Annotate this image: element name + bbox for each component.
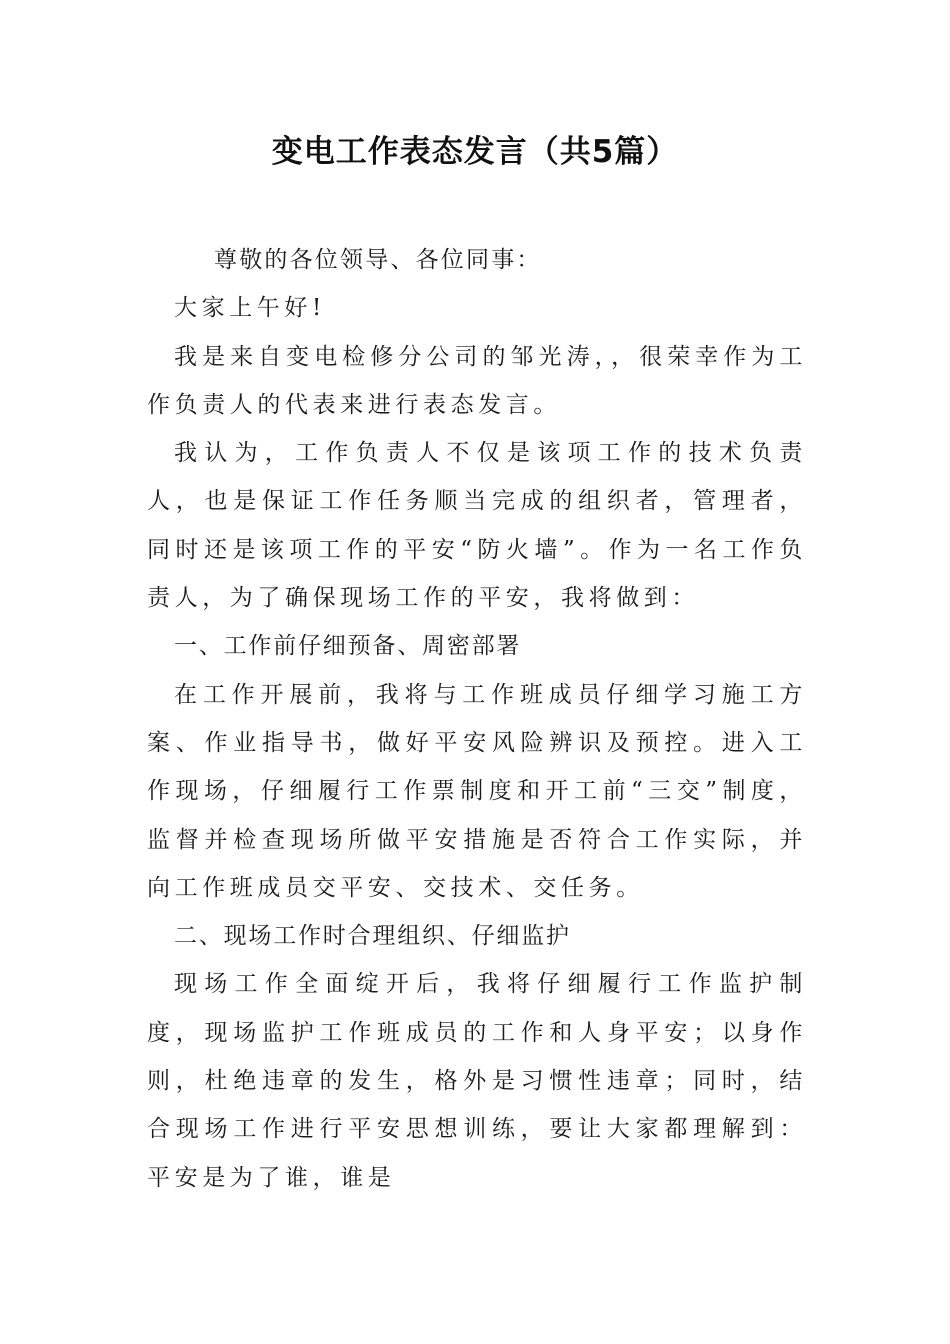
document-body <box>147 236 807 1202</box>
section-body-2: 现场工作全面绽开后，我将仔细履行工作监护制度，现场监护工作班成员的工作和人身平安；以身作则，杜绝违章的发生，格外是习惯性违章；同时，结合现场工作进行平安思想训练，要让大家都理解到：平安是为了谁，谁是 <box>147 971 807 1191</box>
section-heading-1: 一、工作前仔细预备、周密部署 <box>174 633 522 660</box>
greeting: 大家上午好! <box>174 295 326 322</box>
section-body-1: 在工作开展前，我将与工作班成员仔细学习施工方案、作业指导书，做好平安风险辨识及预控。进入工作现场，仔细履行工作票制度和开工前“三交”制度，监督并检查现场所做平安措施是否符合工作实际，并向工作班成员交平安、交技术、交任务。 <box>147 681 807 901</box>
paragraph-intro: 我是来自变电检修分公司的邹光涛，，很荣幸作为工作负责人的代表来进行表态发言。 <box>147 343 807 418</box>
section-heading-2: 二、现场工作时合理组织、仔细监护 <box>174 923 571 950</box>
document-title: 变电工作表态发言（共5篇） <box>271 134 679 170</box>
salutation: 尊敬的各位领导、各位同事： <box>214 247 542 273</box>
paragraph-role: 我认为，工作负责人不仅是该项工作的技术负责人，也是保证工作任务顺当完成的组织者，管理者，同时还是该项工作的平安“防火墙”。作为一名工作负责人，为了确保现场工作的平安，我将做到： <box>147 440 807 612</box>
